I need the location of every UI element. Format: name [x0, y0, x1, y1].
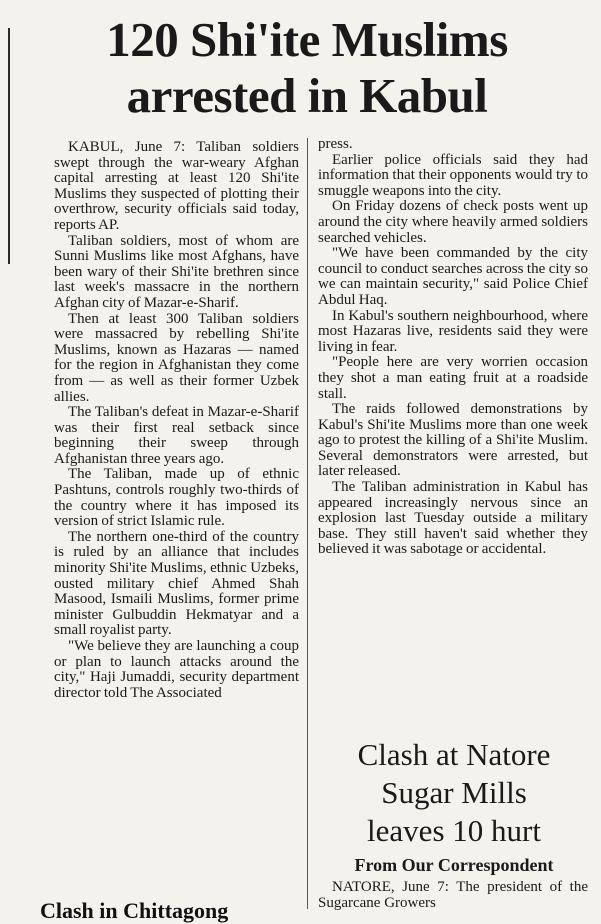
paragraph: "We have been commanded by the city council to conduct searches across the city so we can maintain security," said Police Chief Abdul Haq. — [318, 245, 588, 308]
paragraph: KABUL, June 7: Taliban soldiers swept through the war-weary Afghan capital arresting at least 120 Shi'ite Muslims they suspected of plotting their overthrow, security officials said today, reports AP. — [54, 139, 299, 233]
paragraph: "People here are very worrien occasion they shot a man eating fruit at a roadside stall. — [318, 354, 588, 402]
paragraph: The raids followed demonstrations by Kabul's Shi'ite Muslims more than one week ago to protest the killing of a Shi'ite Muslim. Several demonstrators were arrested, but later released. — [318, 401, 588, 480]
paragraph: Earlier police officials said they had information that their opponents would try to smuggle weapons into the city. — [318, 151, 588, 199]
paragraph: NATORE, June 7: The president of the Sugarcane Growers — [318, 879, 588, 911]
second-article-body — [318, 879, 588, 911]
headline-line-1: 120 Shi'ite Muslims — [106, 12, 508, 67]
headline-line-2: arrested in Kabul — [126, 68, 488, 123]
paragraph: In Kabul's southern neighbourhood, where most Hazaras live, residents said they were living in fear. — [318, 307, 588, 355]
article-left-column — [54, 140, 299, 701]
cut-off-headline: Clash in Chittagong — [40, 898, 229, 923]
paragraph: The northern one-third of the country is ruled by an alliance that includes minority Shi'ite Muslims, ethnic Uzbeks, ousted military chief Ahmed Shah Masood, Ismaili Muslims, former prime minister Gulbuddin Hekmatyar and a small royalist party. — [54, 528, 299, 639]
column-rule — [8, 28, 10, 264]
paragraph: press. — [318, 136, 353, 152]
byline: From Our Correspondent — [354, 855, 554, 875]
paragraph: Taliban soldiers, most of whom are Sunni Muslims like most Afghans, have been wary of their Shi'ite brethren since last week's massacre in the northern Afghan city of Mazar-e-Sharif. — [54, 232, 299, 311]
column-divider — [307, 138, 308, 909]
paragraph: The Taliban administration in Kabul has appeared increasingly nervous since an explosion last Tuesday outside a military base. They still haven't said whether they believed it was sabotage or accidental. — [318, 479, 588, 558]
paragraph: On Friday dozens of check posts went up around the city where heavily armed soldiers searched vehicles. — [318, 198, 588, 246]
paragraph: The Taliban's defeat in Mazar-e-Sharif was their first real setback since beginning their sweep through Afghanistan three years ago. — [54, 404, 299, 467]
article-headline — [18, 12, 596, 124]
second-article-headline — [318, 736, 590, 850]
paragraph: The Taliban, made up of ethnic Pashtuns, controls roughly two-thirds of the country where it has imposed its version of strict Islamic rule. — [54, 466, 299, 530]
headline-line-2: Sugar Mills — [381, 775, 527, 810]
paragraph: "We believe they are launching a coup or plan to launch attacks around the city," Haji Jumaddi, security department director told The Associated — [54, 638, 299, 701]
headline-line-1: Clash at Natore — [357, 737, 551, 772]
article-right-column — [318, 137, 588, 558]
paragraph: Then at least 300 Taliban soldiers were massacred by rebelling Shi'ite Muslims, known as Hazaras — named for the region in Afghanistan they come from — as well as their former Uzbek allies. — [54, 310, 299, 405]
headline-line-3: leaves 10 hurt — [367, 813, 541, 848]
